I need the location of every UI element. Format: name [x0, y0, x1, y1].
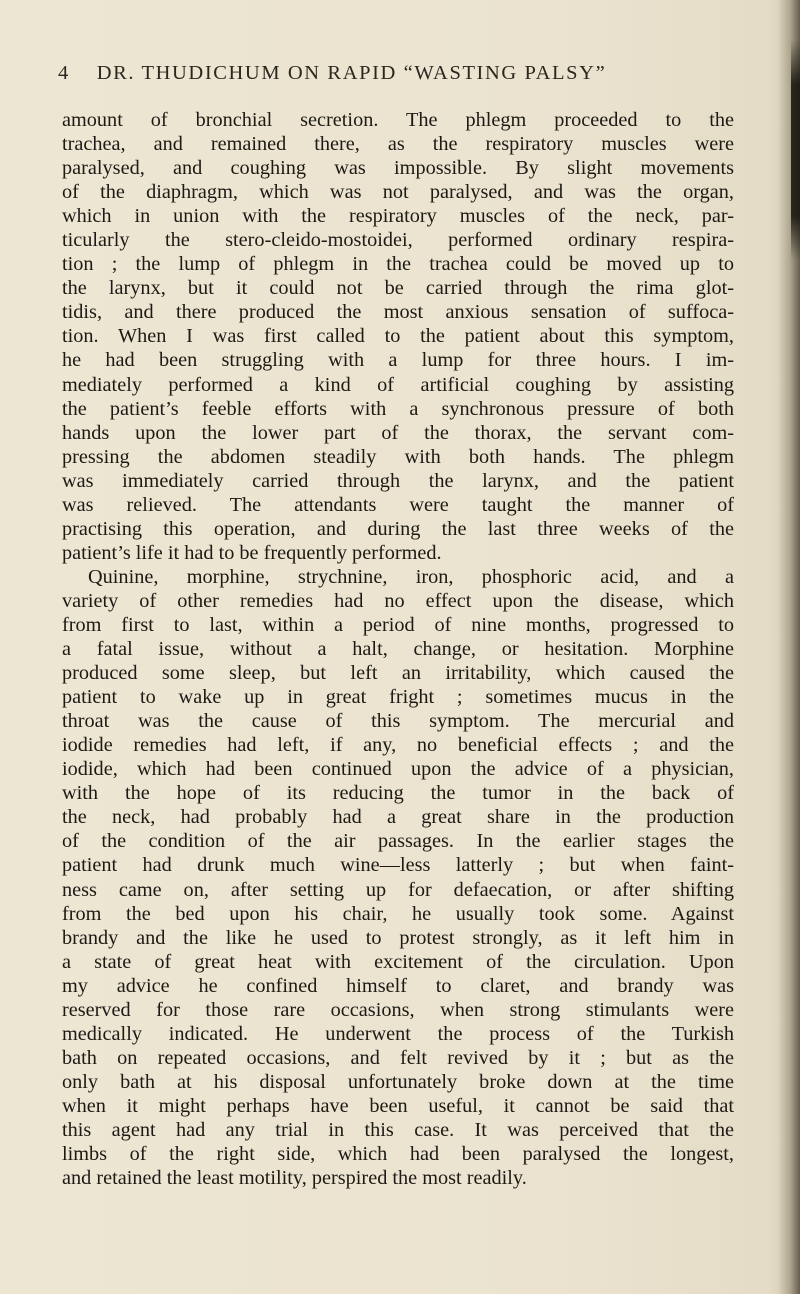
text-line: my advice he confined himself to claret, and brandy was [62, 974, 734, 997]
text-line: hands upon the lower part of the thorax, the servant com- [62, 421, 734, 444]
text-line: patient had drunk much wine—less latterly ; but when faint- [62, 854, 734, 877]
text-line: iodide remedies had left, if any, no beneficial effects ; and the [62, 734, 734, 757]
text-line: trachea, and remained there, as the respiratory muscles were [62, 133, 734, 156]
paragraph-start-line: Quinine, morphine, strychnine, iron, phosphoric acid, and a [88, 565, 734, 588]
text-line: which in union with the respiratory muscles of the neck, par- [62, 205, 734, 228]
text-line: reserved for those rare occasions, when strong stimulants were [62, 998, 734, 1021]
text-line: of the diaphragm, which was not paralysed, and was the organ, [62, 181, 734, 204]
text-line: a state of great heat with excitement of the circulation. Upon [62, 950, 734, 973]
text-line: pressing the abdomen steadily with both hands. The phlegm [62, 445, 734, 468]
text-line: was relieved. The attendants were taught the manner of [62, 493, 734, 516]
text-line: only bath at his disposal unfortunately broke down at the time [62, 1070, 734, 1093]
text-line: paralysed, and coughing was impossible. By slight movements [62, 157, 734, 180]
text-line: ticularly the stero-cleido-mostoidei, performed ordinary respira- [62, 229, 734, 252]
text-line: bath on repeated occasions, and felt revived by it ; but as the [62, 1046, 734, 1069]
text-line: practising this operation, and during the last three weeks of the [62, 517, 734, 540]
text-line: the neck, had probably had a great share in the production [62, 806, 734, 829]
page-edge-binding [791, 40, 800, 260]
text-line: produced some sleep, but left an irritability, which caused the [62, 662, 734, 685]
text-line: when it might perhaps have been useful, it cannot be said that [62, 1094, 734, 1117]
text-line: of the condition of the air passages. In the earlier stages the [62, 830, 734, 853]
body-text [62, 108, 734, 1190]
text-line: iodide, which had been continued upon the advice of a physician, [62, 758, 734, 781]
text-line: this agent had any trial in this case. It was perceived that the [62, 1118, 734, 1141]
text-line: throat was the cause of this symptom. The mercurial and [62, 710, 734, 733]
text-line: tidis, and there produced the most anxious sensation of suffoca- [62, 301, 734, 324]
paragraph-end-line: and retained the least motility, perspired the most readily. [62, 1167, 527, 1190]
running-title: DR. THUDICHUM ON RAPID “WASTING PALSY” [96, 62, 607, 84]
text-line: brandy and the like he used to protest strongly, as it left him in [62, 926, 734, 949]
text-line: the larynx, but it could not be carried through the rima glot- [62, 277, 734, 300]
text-line: he had been struggling with a lump for three hours. I im- [62, 349, 734, 372]
running-head [58, 62, 748, 85]
text-line: mediately performed a kind of artificial coughing by assisting [62, 373, 734, 396]
text-line: tion. When I was first called to the patient about this symptom, [62, 325, 734, 348]
text-line: patient to wake up in great fright ; sometimes mucus in the [62, 686, 734, 709]
text-line: medically indicated. He underwent the process of the Turkish [62, 1022, 734, 1045]
text-line: amount of bronchial secretion. The phlegm proceeded to the [62, 109, 734, 131]
text-line: from the bed upon his chair, he usually took some. Against [62, 902, 734, 925]
text-line: ness came on, after setting up for defaecation, or after shifting [62, 878, 734, 901]
text-line: a fatal issue, without a halt, change, or hesitation. Morphine [62, 638, 734, 661]
paragraph-end-line: patient’s life it had to be frequently performed. [62, 541, 442, 564]
text-line: the patient’s feeble efforts with a synchronous pressure of both [62, 397, 734, 420]
text-line: variety of other remedies had no effect upon the disease, which [62, 589, 734, 612]
text-line: limbs of the right side, which had been paralysed the longest, [62, 1143, 734, 1166]
page-number: 4 [58, 62, 70, 84]
text-line: with the hope of its reducing the tumor in the back of [62, 782, 734, 805]
text-line: tion ; the lump of phlegm in the trachea could be moved up to [62, 253, 734, 276]
text-line: from first to last, within a period of nine months, progressed to [62, 613, 734, 636]
text-line: was immediately carried through the larynx, and the patient [62, 469, 734, 492]
